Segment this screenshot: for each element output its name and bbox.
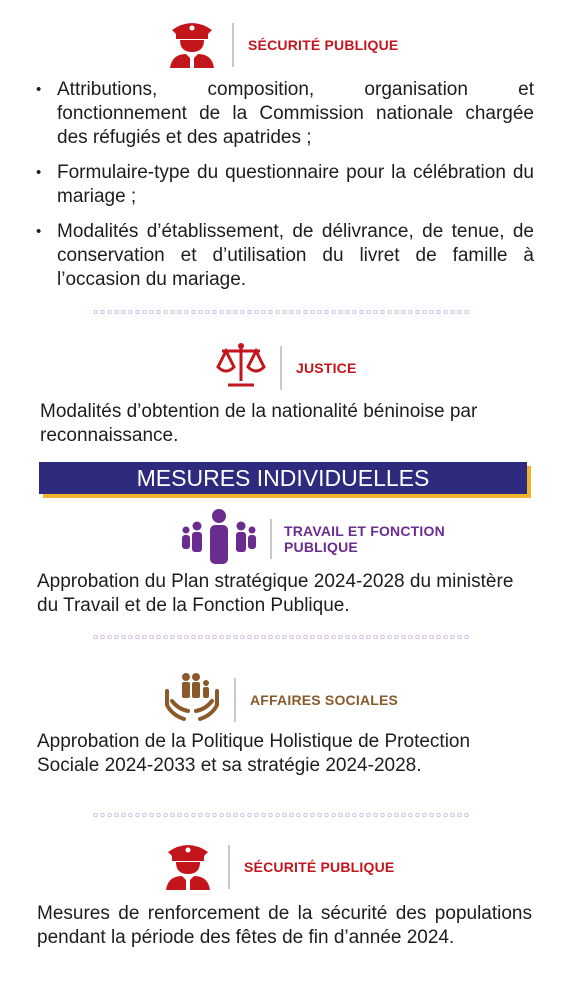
list-item: • Formulaire-type du questionnaire pour la célébration du mariage ; <box>36 161 534 209</box>
section-title: SÉCURITÉ PUBLIQUE <box>248 36 399 53</box>
divider <box>270 519 272 559</box>
section-title <box>284 523 445 555</box>
police-officer-icon <box>166 16 218 73</box>
divider <box>228 845 230 889</box>
scales-icon <box>216 341 266 394</box>
section-text-securite: Mesures de renforcement de la sécurité des populations pendant la période des fêtes de fin d’année 2024. <box>37 903 532 948</box>
police-officer-icon <box>162 838 214 895</box>
section-text-affaires-sociales: Approbation de la Politique Holistique de Protection Sociale 2024-2033 et sa stratégie 2024-2028. <box>37 731 471 776</box>
list-item: • Modalités d’établissement, de délivrance, de tenue, de conservation et d’utilisation du livret de famille à l’occasion du mariage. <box>36 220 534 292</box>
section-text-travail: Approbation du Plan stratégique 2024-2028 du ministère du Travail et de la Fonction Publique. <box>37 571 514 616</box>
section-header-securite-1 <box>166 16 398 73</box>
section-title-line: PUBLIQUE <box>284 538 358 555</box>
divider <box>234 678 236 722</box>
section-header-securite-2 <box>162 838 394 895</box>
section-title-line: TRAVAIL ET FONCTION <box>284 522 445 539</box>
section-text-justice: Modalités d’obtention de la nationalité béninoise par reconnaissance. <box>40 401 478 446</box>
section-title: SÉCURITÉ PUBLIQUE <box>244 858 395 875</box>
divider <box>232 23 234 67</box>
dotted-separator <box>92 309 470 315</box>
section-header-travail <box>180 508 445 569</box>
workers-group-icon <box>180 508 258 569</box>
dotted-separator <box>92 634 470 640</box>
bullet-list <box>36 78 534 303</box>
divider <box>280 346 282 390</box>
list-item: • Attributions, composition, organisation et fonctionnement de la Commission nationale chargée des réfugiés et des apatrides ; <box>36 78 534 150</box>
section-title: AFFAIRES SOCIALES <box>250 691 399 708</box>
dotted-separator <box>92 812 470 818</box>
section-header-affaires-sociales <box>164 671 398 728</box>
family-in-hands-icon <box>164 671 220 728</box>
section-header-justice <box>216 341 357 394</box>
mesures-individuelles-banner: MESURES INDIVIDUELLES <box>39 462 527 494</box>
section-title: JUSTICE <box>296 359 357 376</box>
